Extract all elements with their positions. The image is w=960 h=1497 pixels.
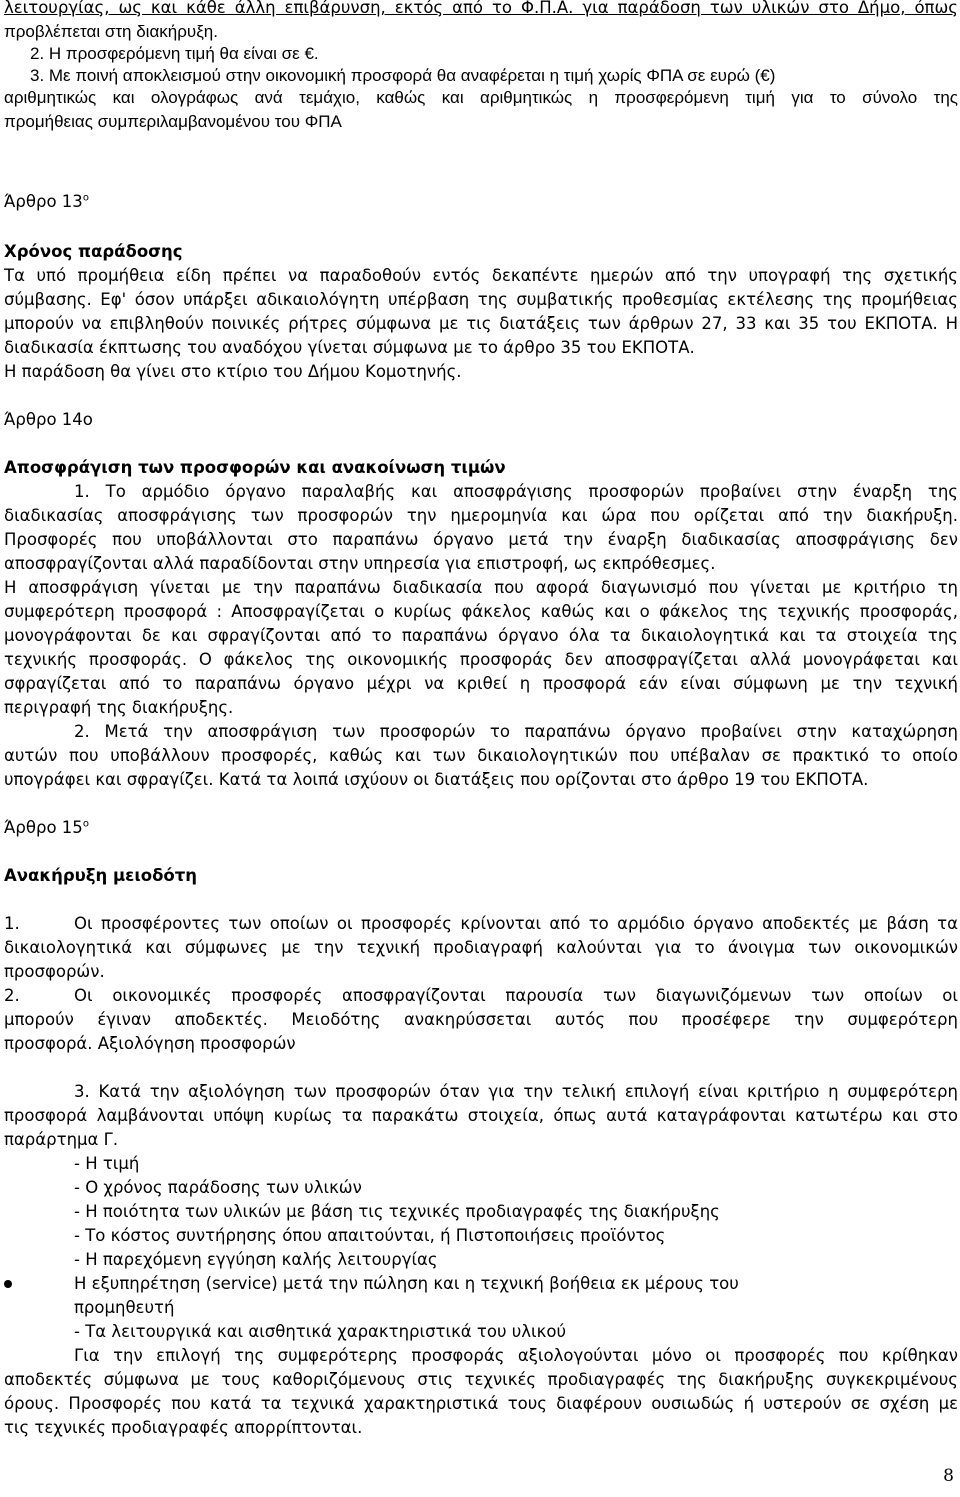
paragraph-line: μπορούν να επιβληθούν ποινικές ρήτρες σύμφωνα με τις διατάξεις των άρθρων 27, 33 και 35 του ΕΚΠΟΤΑ. Η <box>4 314 958 333</box>
paragraph-line: σύμβασης. Εφ' όσον υπάρξει αδικαιολόγητη υπέρβαση της συμβατικής προθεσμίας εκτέλεσης της προμήθειας <box>4 290 958 309</box>
list-item: - Η τιμή <box>74 1154 140 1173</box>
list-item: - Ο χρόνος παράδοσης των υλικών <box>74 1178 362 1197</box>
paragraph-line: αριθμητικώς και ολογράφως ανά τεμάχιο, καθώς και αριθμητικώς η προσφερόμενη τιμή για το σύνολο της <box>4 88 958 107</box>
paragraph-line: διαδικασία έκπτωσης του αναδόχου γίνεται σύμφωνα με το άρθρο 35 του ΕΚΠΟΤΑ. <box>4 338 695 357</box>
paragraph-line: λειτουργίας, ως και κάθε άλλη επιβάρυνση, εκτός από το Φ.Π.Α. για παράδοση των υλικών στο Δήμο, όπως <box>4 0 958 17</box>
paragraph-line: Προσφορές που υποβάλλονται στο παραπάνω όργανο μετά την έναρξη διαδικασίας αποσφράγισης δεν <box>4 530 958 549</box>
article-13-heading <box>4 190 958 214</box>
paragraph-line: 1. Το αρμόδιο όργανο παραλαβής και αποσφράγισης προσφορών προβαίνει στην έναρξη της <box>74 482 958 501</box>
list-item: - Η ποιότητα των υλικών με βάση τις τεχνικές προδιαγραφές της διακήρυξης <box>74 1202 720 1221</box>
heading-text: Άρθρο 15 <box>4 818 83 837</box>
paragraph-line: Η παράδοση θα γίνει στο κτίριο του Δήμου Κομοτηνής. <box>4 362 462 381</box>
article-14-heading: Άρθρο 14ο <box>4 410 93 429</box>
paragraph-line: αποσφραγίζονται αλλά παραδίδονται στην υπηρεσία για επιστροφή, ως εκπρόθεσμες. <box>4 554 716 573</box>
paragraph-line: Οι προσφέροντες των οποίων οι προσφορές κρίνονται από το αρμόδιο όργανο αποδεκτές με βάση τα <box>74 914 958 933</box>
paragraph-line: αποδεκτές σύμφωνα με τους καθοριζόμενους στις τεχνικές προδιαγραφές της διακήρυξης συγκεκριμένους <box>4 1370 958 1389</box>
paragraph-line: αυτών που υποβάλλουν προσφορές, καθώς και των δικαιολογητικών που υπέβαλαν σε πρακτικό το οποίο <box>4 746 958 765</box>
heading-superscript: ο <box>82 192 89 204</box>
paragraph-line: προσφορά λαμβάνονται υπόψη κυρίως τα παρακάτω στοιχεία, όπως αυτά καταγράφονται κατωτέρω και στο <box>4 1106 958 1125</box>
article-15-title: Ανακήρυξη μειοδότη <box>4 866 198 885</box>
paragraph-line: διαδικασίας αποσφράγισης των προσφορών την ημερομηνία και ώρα που ορίζεται από την διακήρυξη. <box>4 506 958 525</box>
paragraph-line: 3. Κατά την αξιολόγηση των προσφορών όταν για την τελική επιλογή είναι κριτήριο η συμφερότερη <box>74 1082 958 1101</box>
list-item-continuation: προμηθευτή <box>74 1298 175 1317</box>
list-item: - Το κόστος συντήρησης όπου απαιτούνται, ή Πιστοποιήσεις προϊόντος <box>74 1226 666 1245</box>
paragraph-line: 2. Η προσφερόμενη τιμή θα είναι σε €. <box>30 44 319 63</box>
paragraph-line: όρους. Προσφορές που κατά τα τεχνικά χαρακτηριστικά τους διαφέρουν ουσιωδώς ή υστερούν σε σχέση με <box>4 1394 958 1413</box>
paragraph-line: προσφορών. <box>4 962 105 981</box>
paragraph-line: υπογράφει και σφραγίζει. Κατά τα λοιπά ισχύουν οι διατάξεις που ορίζονται στο άρθρο 19 του ΕΚΠΟΤΑ. <box>4 770 869 789</box>
paragraph-line: 3. Με ποινή αποκλεισμού στην οικονομική προσφορά θα αναφέρεται η τιμή χωρίς ΦΠΑ σε ευρώ (€) <box>30 66 776 85</box>
heading-superscript: ο <box>82 818 89 830</box>
paragraph-number: 2. <box>4 986 20 1005</box>
paragraph-line: προμήθειας συμπεριλαμβανομένου του ΦΠΑ <box>4 112 342 131</box>
paragraph-line: μπορούν έγιναν αποδεκτές. Μειοδότης ανακηρύσσεται αυτός που προσέφερε την συμφερότερη <box>4 1010 958 1029</box>
paragraph-line: τις τεχνικές προδιαγραφές απορρίπτονται. <box>4 1418 363 1437</box>
paragraph-line: τεχνικής προσφοράς. Ο φάκελος της οικονομικής προσφοράς δεν αποσφραγίζεται αλλά μονογράφεται και <box>4 650 958 669</box>
list-item: Η εξυπηρέτηση (service) μετά την πώληση και η τεχνική βοήθεια εκ μέρους του <box>74 1274 739 1293</box>
paragraph-line: προβλέπεται στη διακήρυξη. <box>4 22 218 41</box>
paragraph-line: προσφορά. Αξιολόγηση προσφορών <box>4 1034 296 1053</box>
paragraph-line: δικαιολογητικά και σύμφωνες με την τεχνική προδιαγραφή καλούνται για το άνοιγμα των οικονομικών <box>4 938 958 957</box>
list-item: - Τα λειτουργικά και αισθητικά χαρακτηριστικά του υλικού <box>74 1322 567 1341</box>
paragraph-line: παράρτημα Γ. <box>4 1130 119 1149</box>
paragraph-line: περιγραφή της διακήρυξης. <box>4 698 234 717</box>
paragraph-line: συμφερότερη προσφορά : Αποσφραγίζεται ο κυρίως φάκελος καθώς και ο φάκελος της τεχνικής προσφοράς, <box>4 602 958 621</box>
paragraph-line: Η αποσφράγιση γίνεται με την παραπάνω διαδικασία που αφορά διαγωνισμό που γίνεται με κριτήριο τη <box>4 578 958 597</box>
article-14-title: Αποσφράγιση των προσφορών και ανακοίνωση τιμών <box>4 458 506 477</box>
paragraph-line: Για την επιλογή της συμφερότερης προσφοράς αξιολογούνται μόνο οι προσφορές που κρίθηκαν <box>74 1346 958 1365</box>
paragraph-line: Τα υπό προμήθεια είδη πρέπει να παραδοθούν εντός δεκαπέντε ημερών από την υπογραφή της σχετικής <box>4 266 958 285</box>
paragraph-number: 1. <box>4 914 20 933</box>
list-item: - Η παρεχόμενη εγγύηση καλής λειτουργίας <box>74 1250 438 1269</box>
paragraph-line: Οι οικονομικές προσφορές αποσφραγίζονται παρουσία των διαγωνιζόμενων των οποίων οι <box>74 986 958 1005</box>
paragraph-line: σφραγίζεται από το παραπάνω όργανο μέχρι να κριθεί η προσφορά εάν είναι σύμφωνη με την τεχνική <box>4 674 958 693</box>
heading-text: Άρθρο 13 <box>4 192 83 211</box>
paragraph-line: μονογράφονται δε και σφραγίζονται από το παραπάνω όργανο όλα τα δικαιολογητικά και τα στοιχεία της <box>4 626 958 645</box>
article-15-heading <box>4 816 958 840</box>
bullet-icon <box>4 1280 12 1288</box>
article-13-title: Χρόνος παράδοσης <box>4 242 183 261</box>
paragraph-line: 2. Μετά την αποσφράγιση των προσφορών το παραπάνω όργανο προβαίνει στην καταχώρηση <box>74 722 958 741</box>
page-number: 8 <box>943 1466 954 1486</box>
